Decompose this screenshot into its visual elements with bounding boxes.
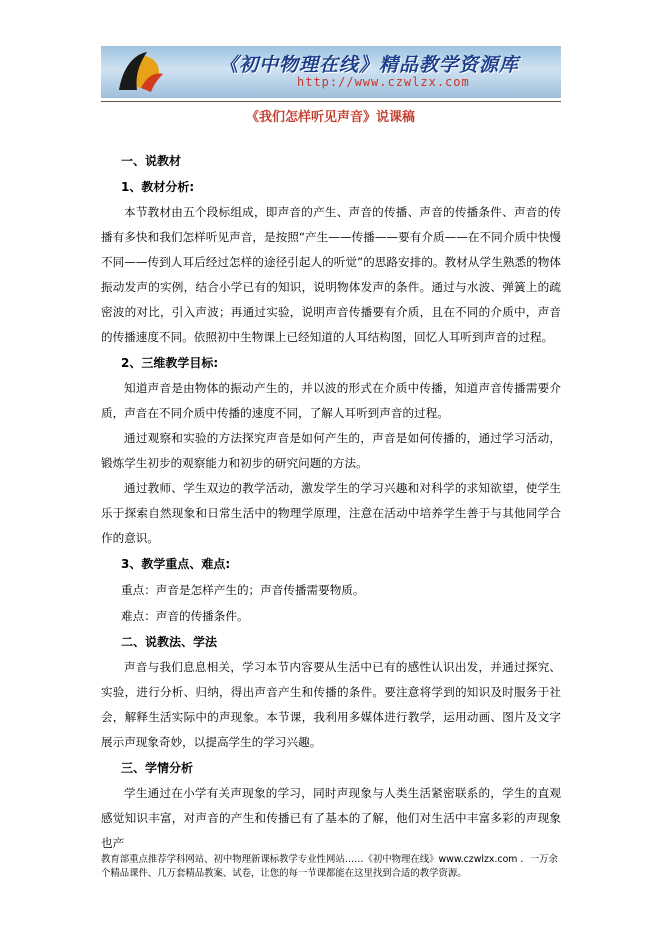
difficult-point-line: 难点：声音的传播条件。 xyxy=(121,609,249,623)
subsection-heading-2: 2、三维教学目标: xyxy=(121,356,219,370)
site-logo-icon xyxy=(101,46,171,98)
paragraph-goal-knowledge: 知道声音是由物体的振动产生的，并以波的形式在介质中传播，知道声音传播需要介质，声音在不同介质中传播的速度不同，了解人耳听到声音的过程。 xyxy=(101,381,561,420)
banner-url[interactable]: http://www.czwlzx.com xyxy=(297,75,470,89)
document-title: 《我们怎样听见声音》说课稿 xyxy=(245,110,415,125)
section-heading-1: 一、说教材 xyxy=(121,154,182,168)
banner-title: 《初中物理在线》精品教学资源库 xyxy=(219,54,520,76)
paragraph-teaching-methods: 声音与我们息息相关，学习本节内容要从生活中已有的感性认识出发，并通过探究、实验，进行分析、归纳，得出声音产生和传播的条件。要注意将学到的知识及时服务于社会，解释生活实际中的声现象。本节课，我利用多媒体进行教学，运用动画、图片及文字展示声现象奇妙，以提高学生的学习兴趣。 xyxy=(101,660,561,749)
section-heading-2: 二、说教法、学法 xyxy=(121,635,218,649)
paragraph-student-analysis: 学生通过在小学有关声现象的学习，同时声现象与人类生活紧密联系的，学生的直观感觉知识丰富，对声音的产生和传播已有了基本的了解，他们对生活中丰富多彩的声现象也产 xyxy=(101,786,561,850)
subsection-heading-3: 3、教学重点、难点: xyxy=(121,557,231,571)
footer-line-1: 教育部重点推荐学科网站、初中物理新课标教学专业性网站……《初中物理在线》www.czwlzx.com ．一万余 xyxy=(101,854,558,865)
footer-line-2: 个精品课件、几万套精品教案、试卷，让您的每一节课都能在这里找到合适的教学资源。 xyxy=(101,868,467,879)
header-banner xyxy=(101,46,561,98)
header-divider xyxy=(101,101,561,102)
document-body xyxy=(101,148,561,856)
page-footer xyxy=(101,853,571,881)
section-heading-3: 三、学情分析 xyxy=(121,761,194,775)
paragraph-textbook-analysis: 本节教材由五个段标组成，即声音的产生、声音的传播、声音的传播条件、声音的传播有多快和我们怎样听见声音，是按照“产生——传播——要有介质——在不同介质中快慢不同——传到人耳后经过怎样的途径引起人的听觉”的思路安排的。教材从学生熟悉的物体振动发声的实例，结合小学已有的知识，说明物体发声的条件。通过与水波、弹簧上的疏密波的对比，引入声波；再通过实验，说明声音传播要有介质，且在不同的介质中，声音的传播速度不同。依照初中生物课上已经知道的人耳结构图，回忆人耳听到声音的过程。 xyxy=(101,205,561,344)
paragraph-goal-process: 通过观察和实验的方法探究声音是如何产生的，声音是如何传播的，通过学习活动，锻炼学生初步的观察能力和初步的研究问题的方法。 xyxy=(101,431,561,470)
paragraph-goal-attitude: 通过教师、学生双边的教学活动，激发学生的学习兴趣和对科学的求知欲望，使学生乐于探索自然现象和日常生活中的物理学原理，注意在活动中培养学生善于与其他同学合作的意识。 xyxy=(101,481,561,545)
key-point-line: 重点：声音是怎样产生的；声音传播需要物质。 xyxy=(121,583,365,597)
subsection-heading-1: 1、教材分析: xyxy=(121,180,195,194)
